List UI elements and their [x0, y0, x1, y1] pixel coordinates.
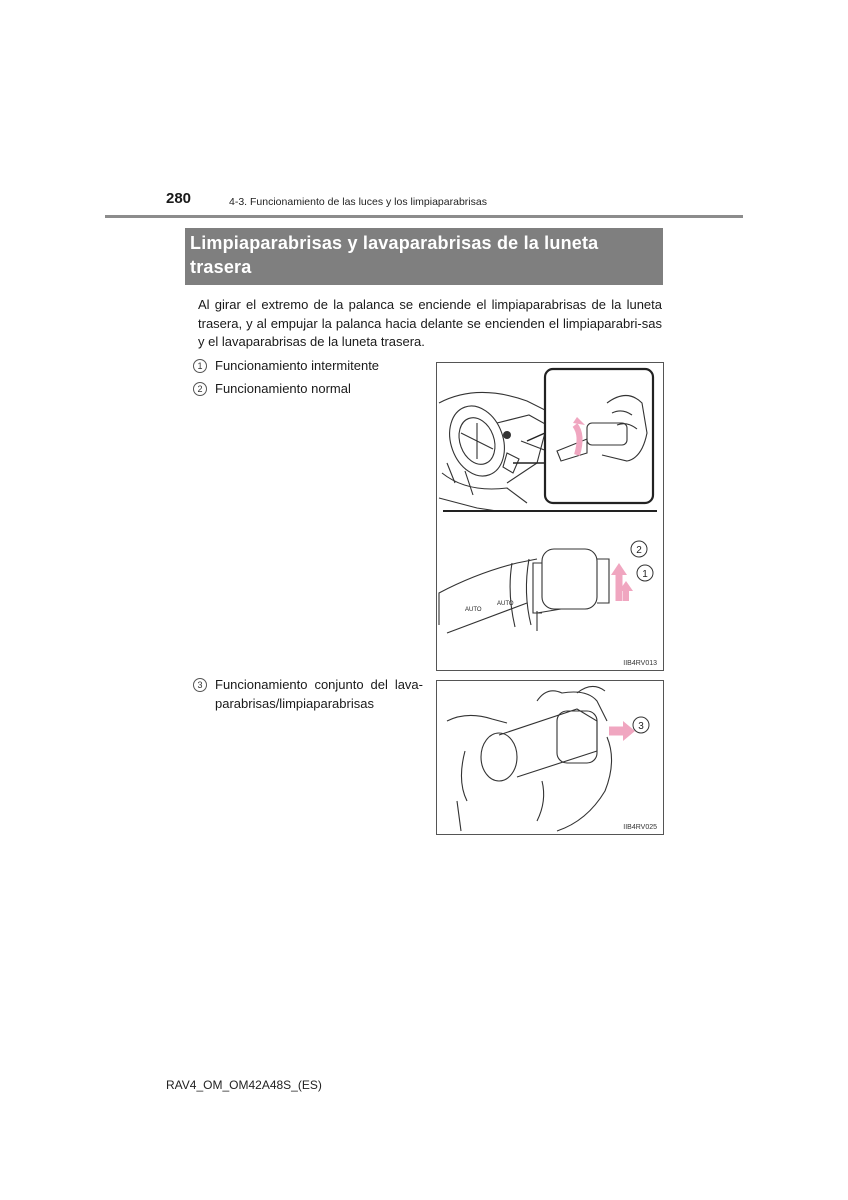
page-number: 280	[166, 190, 192, 207]
figure-code: IIB4RV013	[623, 660, 657, 667]
list-item-1	[193, 357, 379, 376]
figure-code: IIB4RV025	[623, 824, 657, 831]
callout-number: 2	[193, 382, 207, 396]
footer-doc-id: RAV4_OM_OM42A48S_(ES)	[166, 1078, 322, 1092]
section-breadcrumb: 4-3. Funcionamiento de las luces y los limpiaparabrisas	[229, 196, 487, 208]
callout-1: 1	[642, 569, 648, 580]
lever-label-auto-right: AUTO	[497, 601, 514, 607]
callout-number: 1	[193, 359, 207, 373]
callout-3: 3	[638, 721, 644, 732]
section-title-line-2: trasera	[190, 257, 252, 277]
lever-label-auto-left: AUTO	[465, 607, 482, 613]
figure-wiper-lever-operation	[436, 362, 664, 671]
header-rule	[105, 215, 743, 218]
callout-number: 3	[193, 678, 207, 692]
intro-paragraph: Al girar el extremo de la palanca se enciende el limpiaparabrisas de la luneta trasera, y al empujar la palanca hacia delante se encienden el limpiaparabri-sas y el lavaparabrisas de la luneta trasera.	[198, 297, 662, 349]
list-item-label: Funcionamiento normal	[215, 381, 351, 396]
list-item-2	[193, 380, 351, 399]
callout-2: 2	[636, 545, 642, 556]
list-item-label: Funcionamiento conjunto del lava-parabrisas/limpiaparabrisas	[215, 677, 423, 711]
figure-washer-operation	[436, 680, 664, 835]
section-title-line-1: Limpiaparabrisas y lavaparabrisas de la luneta	[190, 233, 599, 253]
list-item-3	[193, 676, 423, 713]
illustration-dashboard-and-lever	[437, 363, 663, 670]
list-item-label: Funcionamiento intermitente	[215, 358, 380, 373]
illustration-hand-pushing-lever	[437, 681, 663, 834]
section-title	[185, 228, 663, 285]
